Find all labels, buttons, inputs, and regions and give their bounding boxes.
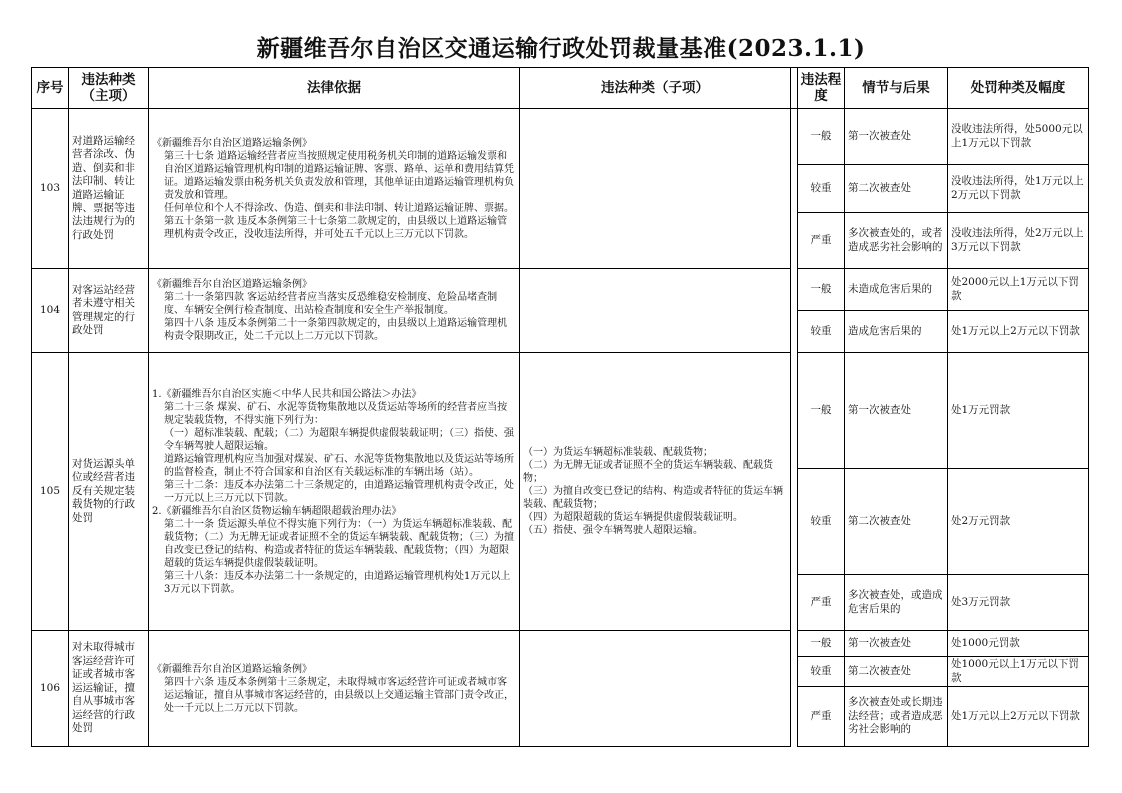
grade-circumstance: 第一次被查处: [845, 109, 948, 165]
column-gap: [791, 631, 798, 747]
grade-degree: 严重: [798, 575, 845, 631]
row-seq: 105: [32, 353, 69, 631]
page-title: 新疆维吾尔自治区交通运输行政处罚裁量基准(2023.1.1): [256, 35, 866, 62]
law-line: 第二十一条 货运源头单位不得实施下列行为：（一）为货运车辆超标准装载、配载货物；（二）为无牌无证或者证照不全的货运车辆装载、配载货物；（三）为擅自改变已登记的结构、构造或者特征的货运车辆装载、配载货物；（四）为超限超载的货运车辆提供虚假装载证明。: [164, 518, 514, 569]
law-line: 2.《新疆维吾尔自治区货物运输车辆超限超载治理办法》: [152, 505, 402, 517]
row-main-type: 对未取得城市客运经营许可证或者城市客运运输证，擅自从事城市客运经营的行政处罚: [69, 631, 149, 747]
column-gap: [791, 353, 798, 631]
row-law-basis: [149, 109, 520, 269]
grade-degree: 较重: [798, 165, 845, 213]
law-line: 第二十一条第四款 客运站经营者应当落实反恐维稳安检制度、危险品堵查制度、车辆安全例行检查制度、出站检查制度和安全生产举报制度。: [164, 292, 498, 316]
law-line: 第四十六条 违反本条例第十三条规定，未取得城市客运经营许可证或者城市客运运输证，擅自从事城市客运经营的，由县级以上交通运输主管部门责令改正，处一千元以上二万元以下罚款。: [164, 676, 514, 714]
grade-degree: 较重: [798, 311, 845, 353]
header-law-basis: 法律依据: [149, 68, 520, 109]
grade-circumstance: 未造成危害后果的: [845, 269, 948, 311]
grade-degree: 一般: [798, 353, 845, 469]
row-main-type: 对客运站经营者未遵守相关管理规定的行政处罚: [69, 269, 149, 353]
grade-degree: 较重: [798, 657, 845, 687]
sub-type-line: （二）为无牌无证或者证照不全的货运车辆装载、配载货物；: [523, 460, 773, 484]
grade-penalty: 没收违法所得，处5000元以上1万元以下罚款: [948, 109, 1089, 165]
header-penalty: 处罚种类及幅度: [948, 68, 1089, 109]
grade-penalty: 处2000元以上1万元以下罚款: [948, 269, 1089, 311]
grade-circumstance: 多次被查处或长期违法经营；或者造成恶劣社会影响的: [845, 687, 948, 747]
grade-penalty: 处1000元罚款: [948, 631, 1089, 657]
grade-penalty: 处2万元罚款: [948, 469, 1089, 575]
law-line: （一）超标准装载、配载；（二）为超限车辆提供虚假装载证明；（三）指使、强令车辆驾驶人超限运输。: [164, 427, 514, 452]
grade-circumstance: 多次被查处，或造成危害后果的: [845, 575, 948, 631]
row-sub-type: [520, 353, 791, 631]
header-row: [32, 68, 1089, 109]
grade-degree: 一般: [798, 631, 845, 657]
row-law-basis: [149, 353, 520, 631]
law-line: 道路运输管理机构应当加强对煤炭、矿石、水泥等货物集散地以及货运站等场所的监督检查，制止不符合国家和自治区有关载运标准的车辆出场（站）。: [164, 453, 514, 478]
grade-degree: 一般: [798, 109, 845, 165]
table-row: [32, 631, 1089, 657]
row-sub-type: [520, 269, 791, 353]
grade-degree: 严重: [798, 213, 845, 269]
grade-circumstance: 第二次被查处: [845, 165, 948, 213]
header-circumstance: 情节与后果: [845, 68, 948, 109]
law-line: 1.《新疆维吾尔自治区实施＜中华人民共和国公路法＞办法》: [152, 388, 422, 400]
header-main-type: 违法种类（主项）: [69, 68, 149, 109]
row-sub-type: [520, 631, 791, 747]
sub-type-line: （四）为超限超载的货运车辆提供虚假装载证明。: [523, 512, 743, 523]
header-degree: 违法程度: [798, 68, 845, 109]
row-law-basis: [149, 631, 520, 747]
grade-circumstance: 第一次被查处: [845, 353, 948, 469]
row-seq: 104: [32, 269, 69, 353]
column-gap: [791, 269, 798, 353]
grade-penalty: 处1万元以上2万元以下罚款: [948, 311, 1089, 353]
row-seq: 103: [32, 109, 69, 269]
row-main-type: 对道路运输经营者涂改、伪造、倒卖和非法印制、转让道路运输证牌、票据等违法违规行为的行政处罚: [69, 109, 149, 269]
row-main-type: 对货运源头单位或经营者违反有关规定装载货物的行政处罚: [69, 353, 149, 631]
grade-penalty: 没收违法所得，处1万元以上2万元以下罚款: [948, 165, 1089, 213]
law-line: 第四十八条 违反本条例第二十一条第四款规定的，由县级以上道路运输管理机构责令限期改正，处二千元以上二万元以下罚款。: [164, 318, 508, 342]
law-line: 《新疆维吾尔自治区道路运输条例》: [152, 137, 312, 149]
grade-degree: 较重: [798, 469, 845, 575]
grade-circumstance: 第二次被查处: [845, 657, 948, 687]
sub-type-line: （三）为擅自改变已登记的结构、构造或者特征的货运车辆装载、配载货物；: [523, 486, 783, 510]
table-body: [32, 109, 1089, 747]
sub-type-line: （五）指使、强令车辆驾驶人超限运输。: [523, 525, 703, 536]
header-seq: 序号: [32, 68, 69, 109]
sub-type-line: （一）为货运车辆超标准装载、配载货物；: [523, 447, 713, 458]
law-line: 《新疆维吾尔自治区道路运输条例》: [152, 279, 312, 290]
row-seq: 106: [32, 631, 69, 747]
grade-penalty: 处1万元以上2万元以下罚款: [948, 687, 1089, 747]
grade-penalty: 处1万元罚款: [948, 353, 1089, 469]
grade-penalty: 处3万元罚款: [948, 575, 1089, 631]
law-line: 第三十二条：违反本办法第二十三条规定的，由道路运输管理机构责令改正，处一万元以上三万元以下罚款。: [164, 479, 514, 504]
grade-circumstance: 造成危害后果的: [845, 311, 948, 353]
law-line: 任何单位和个人不得涂改、伪造、倒卖和非法印制、转让道路运输证牌、票据。: [164, 202, 514, 214]
law-line: 《新疆维吾尔自治区道路运输条例》: [152, 663, 312, 675]
table-row: [32, 269, 1089, 311]
grade-circumstance: 第二次被查处: [845, 469, 948, 575]
grade-degree: 一般: [798, 269, 845, 311]
law-line: 第三十七条 道路运输经营者应当按照规定使用税务机关印制的道路运输发票和自治区道路运输管理机构印制的道路运输证牌、客票、路单、运单和费用结算凭证。道路运输发票由税务机关负责发放和管理，其他单证由道路运输管理机构负责发放和管理。: [164, 150, 514, 201]
penalty-standard-table: [31, 67, 1089, 747]
grade-degree: 严重: [798, 687, 845, 747]
grade-circumstance: 多次被查处的，或者造成恶劣社会影响的: [845, 213, 948, 269]
header-sub-type: 违法种类（子项）: [520, 68, 791, 109]
row-law-basis: [149, 269, 520, 353]
table-row: [32, 353, 1089, 469]
column-gap: [791, 68, 798, 109]
row-sub-type: [520, 109, 791, 269]
law-line: 第二十三条 煤炭、矿石、水泥等货物集散地以及货运站等场所的经营者应当按规定装载货物，不得实施下列行为：: [164, 401, 508, 426]
law-line: 第五十条第一款 违反本条例第三十七条第二款规定的，由县级以上道路运输管理机构责令改正，没收违法所得，并可处五千元以上三万元以下罚款。: [164, 215, 508, 240]
grade-penalty: 没收违法所得，处2万元以上3万元以下罚款: [948, 213, 1089, 269]
column-gap: [791, 109, 798, 269]
law-line: 第三十八条：违反本办法第二十一条规定的，由道路运输管理机构处1万元以上3万元以下罚款。: [164, 570, 511, 595]
grade-penalty: 处1000元以上1万元以下罚款: [948, 657, 1089, 687]
grade-circumstance: 第一次被查处: [845, 631, 948, 657]
table-row: [32, 109, 1089, 165]
